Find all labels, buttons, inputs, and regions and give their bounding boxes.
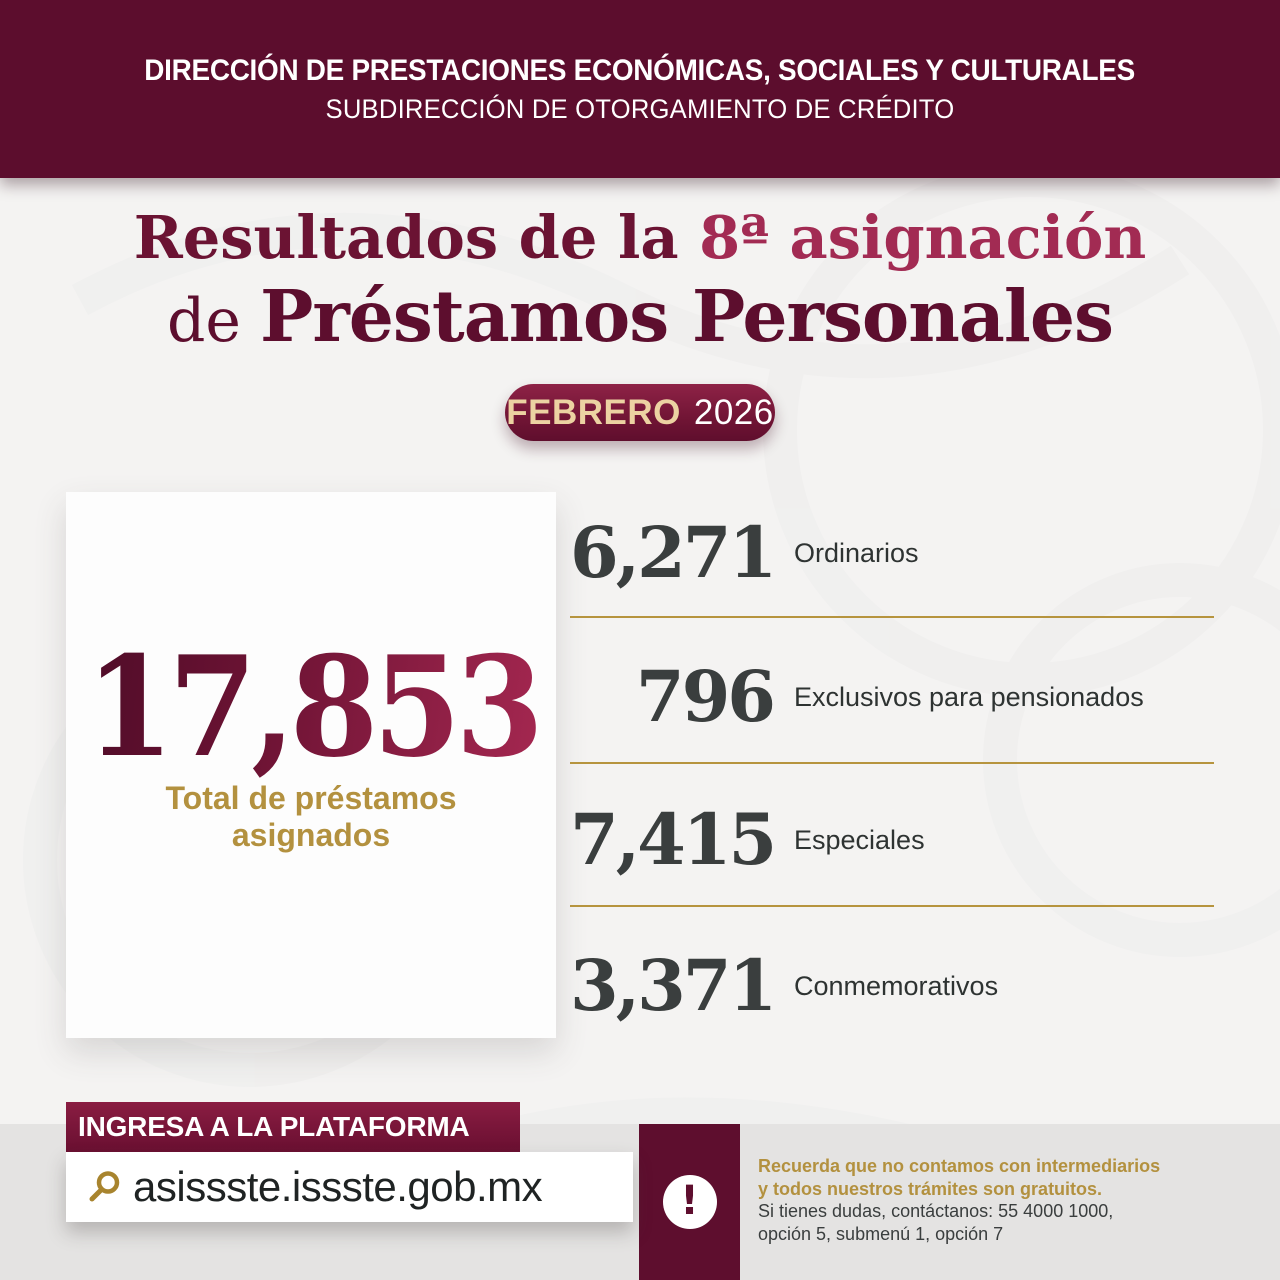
alert-panel bbox=[639, 1124, 740, 1280]
total-label bbox=[66, 780, 556, 854]
breakdown-row-pensionados bbox=[570, 657, 1215, 737]
breakdown-label: Exclusivos para pensionados bbox=[794, 682, 1144, 712]
notice-line4: opción 5, submenú 1, opción 7 bbox=[758, 1223, 1004, 1244]
header-subdirection-title: SUBDIRECCIÓN DE OTORGAMIENTO DE CRÉDITO bbox=[325, 93, 955, 124]
title-line1-prefix: Resultados de la bbox=[133, 203, 700, 272]
total-value: 17,853 bbox=[85, 625, 539, 788]
month-badge bbox=[505, 384, 775, 441]
badge-year: 2026 bbox=[693, 392, 774, 432]
breakdown-value: 6,271 bbox=[570, 511, 775, 594]
title-line1-accent: 8ª asignación bbox=[699, 203, 1147, 272]
breakdown-label: Conmemorativos bbox=[794, 971, 999, 1001]
divider-line bbox=[570, 616, 1214, 618]
platform-url[interactable]: asissste.issste.gob.mx bbox=[133, 1163, 543, 1210]
total-label-line2: asignados bbox=[231, 817, 391, 853]
magnifier-icon bbox=[86, 1169, 122, 1205]
platform-url-bar[interactable] bbox=[66, 1152, 633, 1222]
badge-month: FEBRERO bbox=[506, 392, 681, 432]
title-line1 bbox=[0, 205, 1280, 271]
divider-line bbox=[570, 762, 1214, 764]
notice-bold-line1: Recuerda que no contamos con intermediarios bbox=[758, 1156, 1161, 1176]
exclamation-icon bbox=[663, 1175, 717, 1229]
breakdown-value: 3,371 bbox=[570, 944, 775, 1027]
breakdown-value: 796 bbox=[635, 655, 773, 738]
total-card bbox=[66, 492, 556, 1038]
platform-cta-tab bbox=[66, 1102, 520, 1152]
notice-line3: Si tienes dudas, contáctanos: 55 4000 1000, bbox=[758, 1201, 1114, 1221]
breakdown-value: 7,415 bbox=[570, 798, 775, 881]
exclamation-glyph: ! bbox=[680, 1178, 699, 1224]
breakdown-row-conmemorativos bbox=[570, 946, 1215, 1026]
breakdown-row-ordinarios bbox=[570, 513, 1215, 593]
divider-line bbox=[570, 905, 1214, 907]
breakdown-label: Ordinarios bbox=[794, 538, 919, 568]
notice-bold-line2: y todos nuestros trámites son gratuitos. bbox=[758, 1178, 1103, 1199]
title-line2-main: Préstamos Personales bbox=[259, 274, 1114, 358]
total-label-line1: Total de préstamos bbox=[165, 780, 457, 816]
main-title bbox=[0, 205, 1280, 375]
title-line2-prefix: de bbox=[166, 286, 260, 356]
header-banner bbox=[0, 0, 1280, 178]
breakdown-row-especiales bbox=[570, 800, 1215, 880]
title-line2 bbox=[0, 274, 1280, 375]
notice-text-block bbox=[758, 1155, 1228, 1245]
breakdown-label: Especiales bbox=[794, 825, 925, 855]
header-direction-title: DIRECCIÓN DE PRESTACIONES ECONÓMICAS, SOCIALES Y CULTURALES bbox=[144, 53, 1136, 87]
platform-cta-label: INGRESA A LA PLATAFORMA bbox=[78, 1111, 470, 1142]
